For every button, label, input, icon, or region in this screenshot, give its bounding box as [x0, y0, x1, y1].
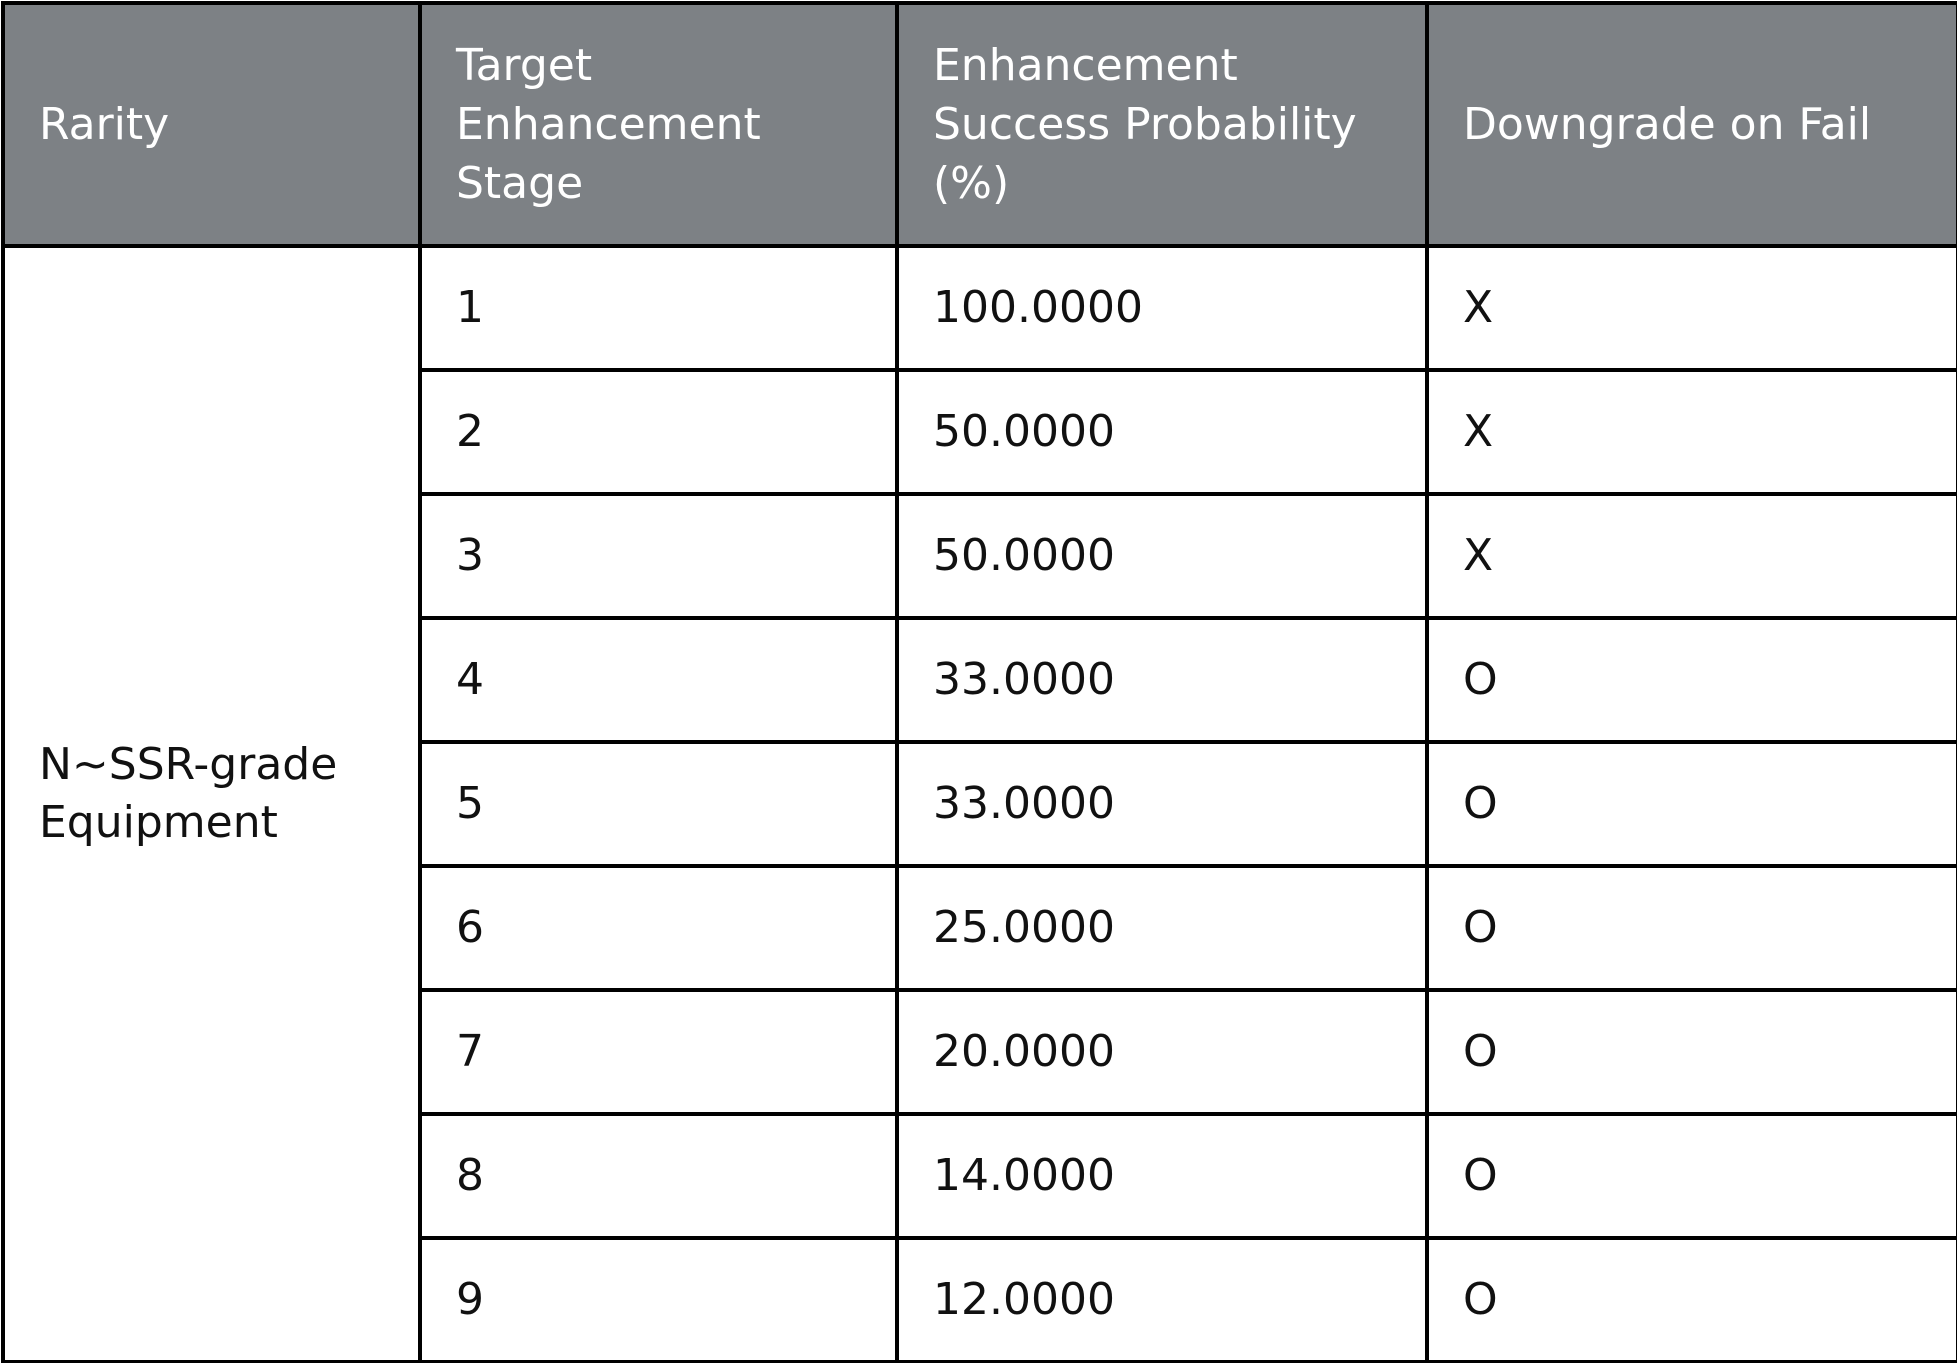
table-body: [3, 246, 1957, 1362]
table-header: [3, 3, 1957, 246]
downgrade-cell: X: [1427, 246, 1957, 370]
downgrade-cell: O: [1427, 990, 1957, 1114]
probability-cell: 100.0000: [897, 246, 1427, 370]
header-rarity: Rarity: [3, 3, 420, 246]
downgrade-cell: O: [1427, 618, 1957, 742]
header-target-stage: Target Enhancement Stage: [420, 3, 897, 246]
downgrade-cell: O: [1427, 742, 1957, 866]
table-row: [3, 246, 1957, 370]
stage-cell: 8: [420, 1114, 897, 1238]
probability-cell: 50.0000: [897, 370, 1427, 494]
rarity-cell: N~SSR-grade Equipment: [3, 246, 420, 1362]
downgrade-cell: X: [1427, 370, 1957, 494]
stage-cell: 2: [420, 370, 897, 494]
stage-cell: 1: [420, 246, 897, 370]
stage-cell: 4: [420, 618, 897, 742]
enhancement-probability-table: [1, 1, 1957, 1363]
probability-cell: 33.0000: [897, 742, 1427, 866]
stage-cell: 5: [420, 742, 897, 866]
downgrade-cell: O: [1427, 866, 1957, 990]
header-success-probability: Enhancement Success Probability (%): [897, 3, 1427, 246]
downgrade-cell: O: [1427, 1114, 1957, 1238]
stage-cell: 7: [420, 990, 897, 1114]
probability-cell: 20.0000: [897, 990, 1427, 1114]
header-row: [3, 3, 1957, 246]
stage-cell: 9: [420, 1238, 897, 1362]
probability-cell: 12.0000: [897, 1238, 1427, 1362]
stage-cell: 3: [420, 494, 897, 618]
downgrade-cell: O: [1427, 1238, 1957, 1362]
probability-cell: 50.0000: [897, 494, 1427, 618]
downgrade-cell: X: [1427, 494, 1957, 618]
probability-cell: 33.0000: [897, 618, 1427, 742]
probability-cell: 25.0000: [897, 866, 1427, 990]
stage-cell: 6: [420, 866, 897, 990]
header-downgrade-on-fail: Downgrade on Fail: [1427, 3, 1957, 246]
probability-cell: 14.0000: [897, 1114, 1427, 1238]
